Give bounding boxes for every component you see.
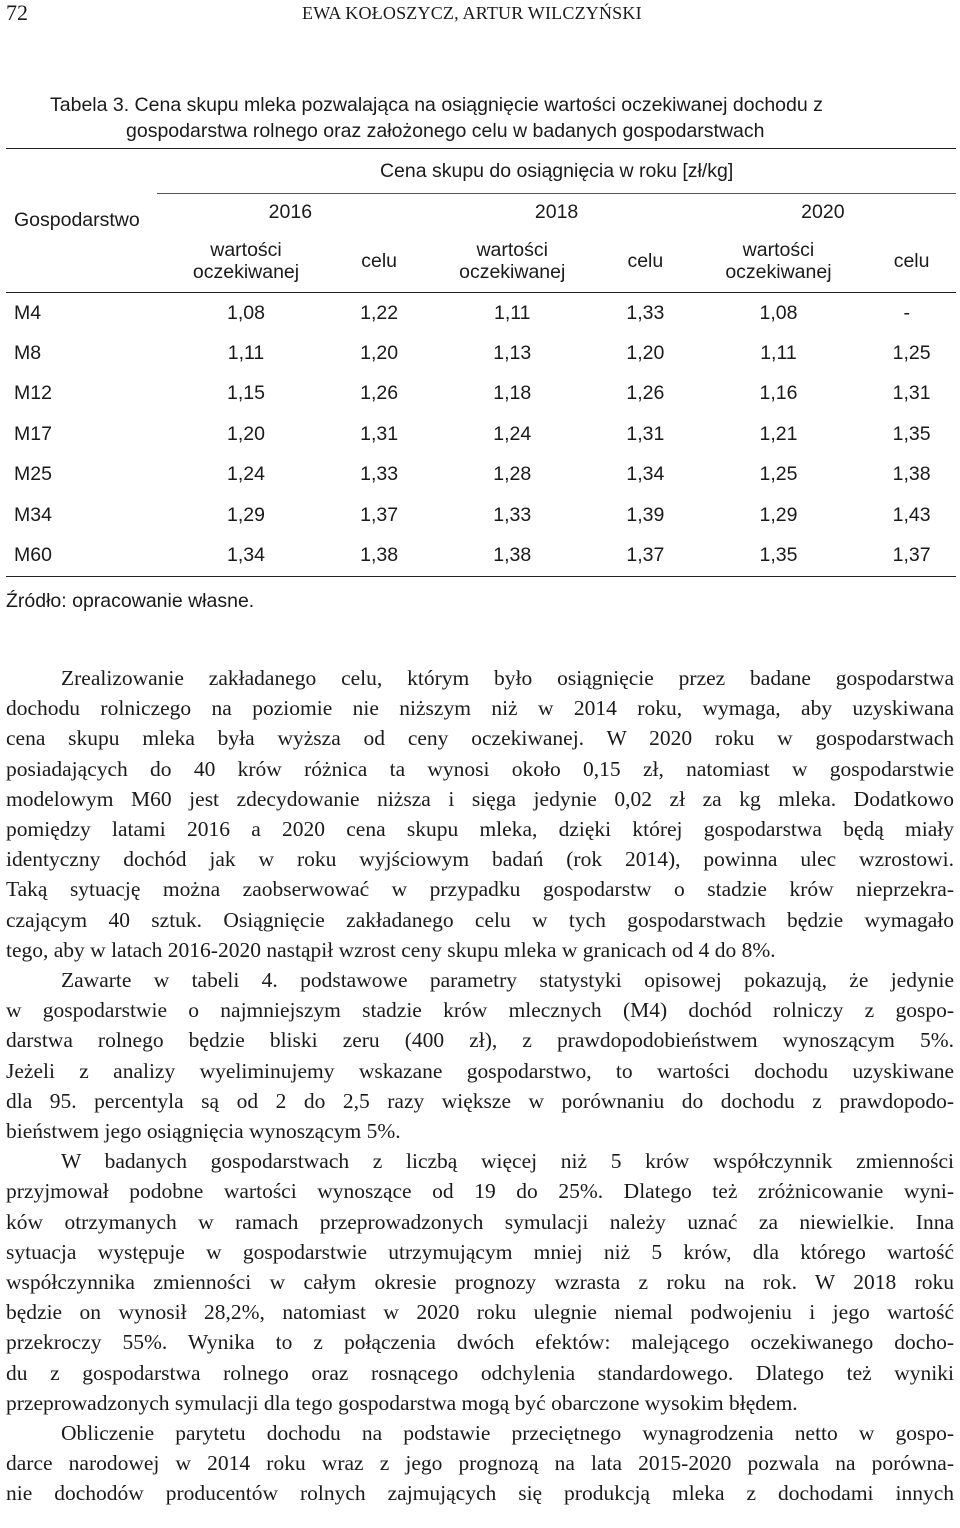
farm-label: M34 (14, 503, 52, 526)
price-cell: 1,33 (493, 503, 532, 526)
table-source: Źródło: opracowanie własne. (6, 590, 255, 612)
price-cell: 1,08 (227, 301, 265, 324)
text-line: Zrealizowanie zakładanego celu, którym było osiągnięcie przez badane gospodarstwa (61, 666, 954, 690)
text-line: sytuacja występuje w gospodarstwie utrzymującym mniej niż 5 krów, dla którego wartość (6, 1239, 954, 1264)
price-cell: 1,37 (360, 503, 399, 526)
price-table (6, 148, 956, 577)
body-text (6, 663, 954, 1509)
price-cell: 1,26 (626, 382, 665, 405)
farm-label: M60 (14, 544, 52, 567)
price-cell: 1,33 (360, 463, 399, 486)
price-cell: 1,15 (227, 382, 265, 405)
running-head (0, 0, 960, 28)
table-row (6, 414, 956, 454)
price-cell: 1,34 (626, 463, 665, 486)
price-cell: 1,35 (892, 422, 931, 445)
text-line: Taką sytuację można zaobserwować w przypadku gospodarstw o stadzie krów nieprzekra- (6, 877, 954, 902)
text-line: posiadających do 40 krów różnica ta wynosi około 0,15 zł, natomiast w gospodarstwie (6, 756, 954, 781)
price-cell: 1,38 (360, 544, 399, 567)
text-line: dochodu rolniczego na poziomie nie niższym niż w 2014 roku, wymaga, aby uzyskiwana (6, 696, 954, 721)
text-line: modelowym M60 jest zdecydowanie niższa i sięga jedynie 0,02 zł za kg mleka. Dodatkowo (6, 786, 954, 811)
page-number: 72 (6, 0, 28, 25)
table-caption-line: gospodarstwa rolnego oraz założonego celu w badanych gospodarstwach (126, 120, 765, 142)
farm-label: M17 (14, 422, 52, 445)
price-cell: 1,35 (759, 544, 798, 567)
text-line: w gospodarstwie o najmniejszym stadzie krów mlecznych (M4) dochód rolniczy z gospo- (6, 998, 954, 1023)
text-line: cena skupu mleka była wyższa od ceny oczekiwanej. W 2020 roku w gospodarstwach (6, 726, 954, 751)
farm-label: M4 (14, 301, 42, 324)
table-row (6, 495, 956, 535)
price-cell: 1,26 (360, 382, 399, 405)
year-header: 2018 (534, 200, 579, 223)
text-line: tego, aby w latach 2016-2020 nastąpił wzrost ceny skupu mleka w granicach od 4 do 8%. (6, 937, 776, 962)
text-line: współczynnika zmienności w całym okresie prognozy wzrasta z roku na rok. W 2018 roku (6, 1270, 954, 1295)
price-cell: 1,37 (626, 544, 665, 567)
text-line: przyjmował podobne wartości wynoszące od 19 do 25%. Dlatego też zróżnicowanie wyni- (6, 1179, 954, 1204)
text-line: ków otrzymanych w ramach przeprowadzonych symulacji należy uznać za niewielkie. Inna (6, 1209, 954, 1234)
target-header: celu (627, 250, 664, 272)
table-body (6, 293, 956, 577)
price-cell: 1,20 (360, 342, 399, 365)
price-cell: 1,24 (227, 463, 265, 486)
expected-value-header: wartości oczekiwanej (725, 239, 832, 283)
text-line: będzie on wynosił 28,2%, natomiast w 2020 roku ulegnie niemal podwojeniu i jego wartość (6, 1300, 954, 1325)
table-row (6, 535, 956, 576)
text-line: W badanych gospodarstwach z liczbą więcej niż 5 krów współczynnik zmienności (61, 1149, 954, 1174)
text-line: dla 95. percentyla są od 2 do 2,5 razy większe w porównaniu do dochodu z prawdopodo- (6, 1088, 954, 1113)
price-cell: 1,38 (493, 544, 532, 567)
price-cell: 1,20 (626, 342, 665, 365)
price-cell: 1,08 (759, 301, 798, 324)
text-line: darstwa rolnego będzie bliski zeru (400 zł), z prawdopodobieństwem wynoszącym 5%. (6, 1028, 954, 1053)
price-cell: 1,31 (892, 382, 931, 405)
table-row (6, 455, 956, 495)
price-cell: 1,13 (493, 342, 532, 365)
row-header: Gospodarstwo (6, 149, 157, 293)
price-cell: 1,20 (227, 422, 265, 445)
group-header: Cena skupu do osiągnięcia w roku [zł/kg] (157, 149, 956, 194)
farm-label: M8 (14, 342, 42, 365)
price-cell: 1,25 (892, 342, 931, 365)
text-line: Obliczenie parytetu dochodu na podstawie przeciętnego wynagrodzenia netto w gospo- (61, 1421, 954, 1446)
price-cell: 1,21 (759, 422, 798, 445)
price-cell: 1,24 (493, 422, 532, 445)
text-line: Zawarte w tabeli 4. podstawowe parametry statystyki opisowej pokazują, że jedynie (61, 968, 954, 993)
price-cell: 1,28 (493, 463, 532, 486)
price-cell: 1,31 (360, 422, 399, 445)
price-cell: 1,18 (493, 382, 532, 405)
price-cell: 1,29 (759, 503, 798, 526)
price-cell: 1,37 (892, 544, 931, 567)
target-header: celu (361, 250, 397, 272)
target-header: celu (893, 250, 930, 272)
price-cell: - (903, 301, 910, 324)
text-line: czającym 40 sztuk. Osiągnięcie zakładanego celu w tych gospodarstwach będzie wymagało (6, 907, 954, 932)
price-cell: 1,11 (227, 342, 265, 365)
table-caption-line: Tabela 3. Cena skupu mleka pozwalająca na osiągnięcie wartości oczekiwanej dochodu z (50, 94, 823, 116)
text-line: Jeżeli z analizy wyeliminujemy wskazane gospodarstwo, to wartości dochodu uzyskiwane (6, 1058, 954, 1083)
farm-label: M25 (14, 463, 52, 486)
year-header: 2016 (268, 200, 313, 223)
text-line: nie dochodów producentów rolnych zajmujących się produkcją mleka z dochodami innych (6, 1481, 954, 1506)
price-cell: 1,25 (759, 463, 798, 486)
running-head-authors: EWA KOŁOSZYCZ, ARTUR WILCZYŃSKI (302, 3, 642, 23)
price-cell: 1,31 (626, 422, 665, 445)
price-cell: 1,16 (759, 382, 798, 405)
text-line: darce narodowej w 2014 roku wraz z jego prognozą na lata 2015-2020 pozwala na porówna- (6, 1451, 954, 1476)
price-cell: 1,34 (227, 544, 265, 567)
table-row (6, 374, 956, 414)
table-row (6, 333, 956, 373)
price-cell: 1,22 (360, 301, 399, 324)
price-cell: 1,29 (227, 503, 265, 526)
expected-value-header: wartości oczekiwanej (192, 239, 300, 283)
price-cell: 1,43 (892, 503, 931, 526)
text-line: pomiędzy latami 2016 a 2020 cena skupu mleka, dzięki której gospodarstwa będą miały (6, 817, 954, 842)
table-caption (50, 92, 930, 144)
price-cell: 1,11 (760, 342, 797, 365)
text-line: identyczny dochód jak w roku wyjściowym badań (rok 2014), powinna ulec wzrostowi. (6, 847, 954, 872)
price-cell: 1,33 (626, 301, 665, 324)
text-line: du z gospodarstwa rolnego oraz rosnącego odchylenia standardowego. Dlatego też wyniki (6, 1360, 954, 1385)
price-cell: 1,11 (493, 301, 531, 324)
text-line: bieństwem jego osiągnięcia wynoszącym 5%. (6, 1119, 401, 1144)
text-line: przeprowadzonych symulacji dla tego gospodarstwa mogą być obarczone wysokim błędem. (6, 1390, 798, 1415)
table-row (6, 293, 956, 334)
price-cell: 1,39 (626, 503, 665, 526)
price-cell: 1,38 (892, 463, 931, 486)
text-line: przekroczy 55%. Wynika to z połączenia dwóch efektów: malejącego oczekiwanego docho- (6, 1330, 954, 1355)
year-header: 2020 (801, 200, 845, 223)
farm-label: M12 (14, 382, 52, 405)
expected-value-header: wartości oczekiwanej (459, 239, 566, 283)
